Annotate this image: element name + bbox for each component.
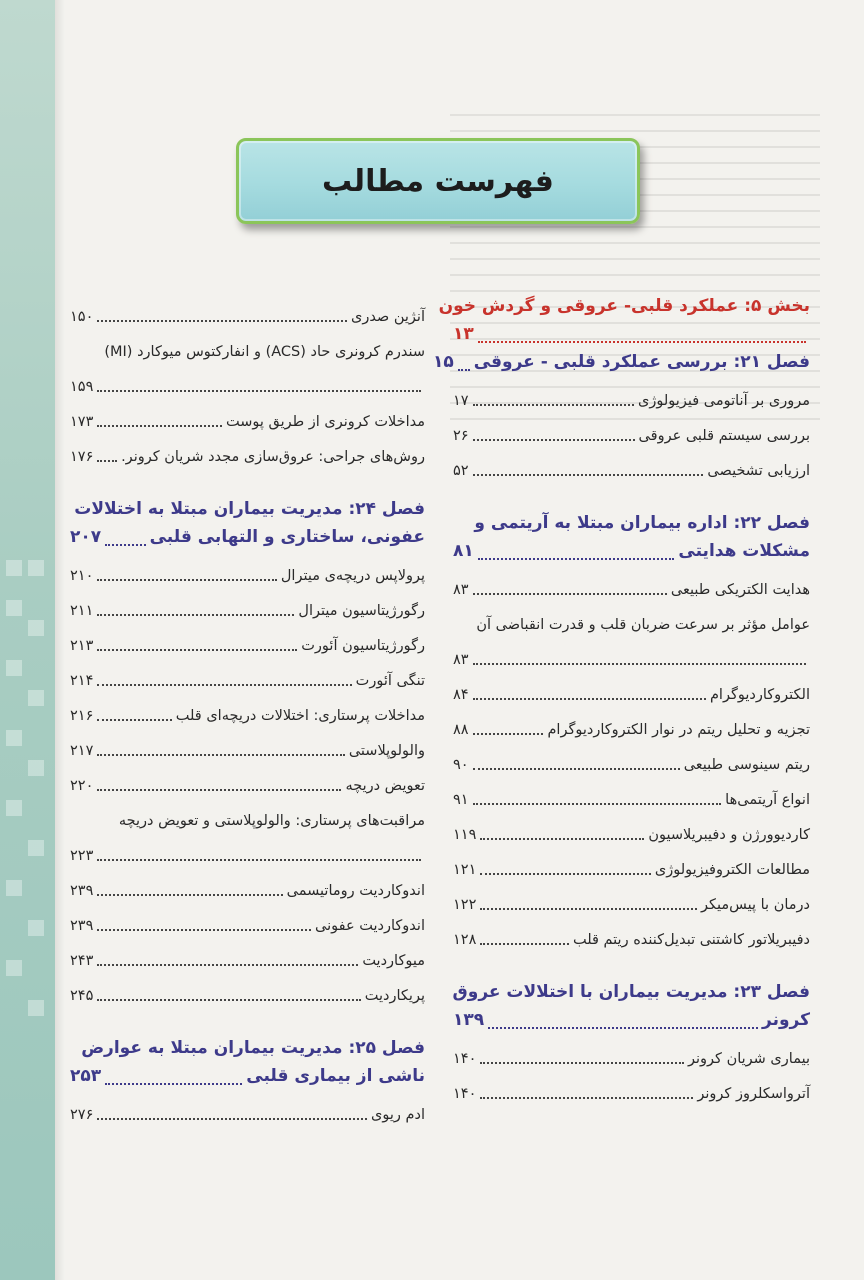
toc-entry-title: مشکلات هدایتی <box>678 541 810 562</box>
toc-entry <box>453 810 810 845</box>
dot-leader <box>473 439 635 441</box>
dot-leader <box>473 663 806 665</box>
toc-entry-title: آترواسکلروز کرونر <box>697 1086 810 1103</box>
toc-entry <box>70 761 425 796</box>
toc-entry-title: ریتم سینوسی طبیعی <box>683 757 810 774</box>
dot-leader <box>478 341 806 343</box>
dot-leader <box>97 789 341 791</box>
toc-entry-title: کاردیوورژن و دفیبریلاسیون <box>648 827 810 844</box>
dot-leader <box>97 460 117 462</box>
toc-entry <box>70 971 425 1006</box>
toc-entry-title: تجزیه و تحلیل ریتم در نوار الکتروکاردیوگرام <box>547 722 810 739</box>
dot-leader <box>97 859 421 861</box>
toc-column-left <box>70 292 425 1125</box>
toc-entry <box>453 705 810 740</box>
toc-entry <box>453 411 810 446</box>
toc-entry-title: فصل ۲۴: مدیریت بیماران مبتلا به اختلالات <box>74 499 425 519</box>
toc-entry-title: بررسی سیستم قلبی عروقی <box>638 428 810 445</box>
toc-entry <box>453 880 810 915</box>
toc-entry <box>453 446 810 481</box>
toc-page-number: ۹۰ <box>453 757 469 774</box>
dot-leader <box>97 390 421 392</box>
toc-page-number: ۲۴۵ <box>70 988 94 1005</box>
toc-entry <box>70 432 425 467</box>
dot-leader <box>97 1118 367 1120</box>
toc-entry <box>453 635 810 670</box>
toc-page-number: ۱۵۰ <box>70 309 94 326</box>
toc-page-number: ۲۷۶ <box>70 1107 94 1124</box>
toc-entry-title: فصل ۲۵: مدیریت بیماران مبتلا به عوارض <box>81 1038 425 1059</box>
toc-entry <box>70 327 425 362</box>
dot-leader <box>97 964 358 966</box>
toc-entry-title: سندرم کرونری حاد (ACS) و انفارکتوس میوکارد (MI) <box>104 344 425 361</box>
toc-page-number: ۸۳ <box>453 652 469 669</box>
toc-entry <box>70 691 425 726</box>
dot-leader <box>105 544 145 546</box>
dot-leader <box>480 838 644 840</box>
toc-entry-title: فصل ۲۳: مدیریت بیماران با اختلالات عروق <box>452 982 810 1003</box>
dot-leader <box>473 593 667 595</box>
toc-page-number: ۱۳۹ <box>453 1010 485 1031</box>
toc-entry <box>453 775 810 810</box>
toc-entry-title: هدایت الکتریکی طبیعی <box>670 582 810 599</box>
toc-entry <box>453 915 810 950</box>
toc-page-number: ۲۶ <box>453 428 469 445</box>
dot-leader <box>97 999 360 1001</box>
toc-page-number: ۲۲۰ <box>70 778 94 795</box>
toc-entry <box>70 726 425 761</box>
toc-entry <box>70 551 425 586</box>
toc-spacer <box>70 467 425 495</box>
toc-spacer <box>70 1006 425 1034</box>
toc-entry-title: ادم ریوی <box>371 1107 425 1124</box>
toc-entry-title: مروری بر آناتومی فیزیولوژی <box>638 393 810 410</box>
toc-chapter-entry <box>453 537 810 565</box>
toc-page-number: ۱۷ <box>453 393 469 410</box>
toc-entry-title: فصل ۲۱: بررسی عملکرد قلبی - عروقی <box>473 352 810 373</box>
toc-entry-title: اندوکاردیت روماتیسمی <box>286 883 425 900</box>
toc-entry <box>453 1069 810 1104</box>
toc-page-number: ۲۱۱ <box>70 603 94 620</box>
dot-leader <box>97 425 222 427</box>
dot-leader <box>473 733 544 735</box>
toc-spacer <box>453 481 810 509</box>
toc-page-number: ۱۵ <box>432 352 454 373</box>
toc-column-right <box>432 292 810 1104</box>
toc-entry-title: عفونی، ساختاری و التهابی قلبی <box>149 527 425 548</box>
toc-page-number: ۱۴۰ <box>453 1051 477 1068</box>
toc-entry-title: میوکاردیت <box>362 953 425 970</box>
toc-page-number: ۱۲۲ <box>453 897 477 914</box>
toc-page-number: ۲۱۷ <box>70 743 94 760</box>
toc-entry-title: فصل ۲۲: اداره بیماران مبتلا به آریتمی و <box>474 513 810 534</box>
toc-entry <box>70 621 425 656</box>
toc-page-number: ۲۲۳ <box>70 848 94 865</box>
dot-leader <box>97 929 311 931</box>
toc-entry <box>70 656 425 691</box>
toc-page-number: ۱۱۹ <box>453 827 477 844</box>
toc-entry-title: ارزیابی تشخیصی <box>707 463 810 480</box>
toc-entry-title: بخش ۵: عملکرد قلبی- عروقی و گردش خون <box>438 296 810 316</box>
toc-page-number: ۱۵۹ <box>70 379 94 396</box>
dot-leader <box>97 719 171 721</box>
toc-entry-title: مداخلات پرستاری: اختلالات دریچه‌ای قلب <box>175 708 425 725</box>
toc-chapter-entry <box>432 348 810 376</box>
toc-entry <box>70 866 425 901</box>
dot-leader <box>473 768 680 770</box>
toc-page-number: ۲۴۳ <box>70 953 94 970</box>
toc-page-number: ۱۴۰ <box>453 1086 477 1103</box>
toc-chapter-entry <box>70 495 425 523</box>
page-title: فهرست مطالب <box>322 163 554 199</box>
dot-leader <box>488 1027 758 1029</box>
toc-entry-title: کرونر <box>762 1010 810 1031</box>
dot-leader <box>97 614 294 616</box>
toc-entry-title: مداخلات کرونری از طریق پوست <box>225 414 425 431</box>
toc-entry-title: رگورژیتاسیون آئورت <box>301 638 425 655</box>
dot-leader <box>478 558 675 560</box>
dot-leader <box>480 1062 684 1064</box>
toc-entry-title: پریکاردیت <box>364 988 425 1005</box>
toc-entry <box>453 740 810 775</box>
toc-entry <box>70 397 425 432</box>
toc-entry <box>453 845 810 880</box>
dot-leader <box>458 369 470 371</box>
toc-chapter-entry <box>70 1034 425 1062</box>
toc-page-number: ۲۱۶ <box>70 708 94 725</box>
toc-page-number: ۱۷۳ <box>70 414 94 431</box>
toc-entry-title: عوامل مؤثر بر سرعت ضربان قلب و قدرت انقباضی آن <box>476 617 810 634</box>
toc-entry-title: ناشی از بیماری قلبی <box>246 1066 425 1087</box>
toc-page-number: ۱۲۸ <box>453 932 477 949</box>
dot-leader <box>473 474 704 476</box>
toc-entry-title: والولوپلاستی <box>348 743 425 760</box>
toc-chapter-entry <box>70 1062 425 1090</box>
toc-entry <box>70 1090 425 1125</box>
toc-page-number: ۸۳ <box>453 582 469 599</box>
toc-entry <box>70 901 425 936</box>
toc-entry-title: آنژین صدری <box>350 309 425 326</box>
toc-entry-title: رگورژیتاسیون میترال <box>298 603 425 620</box>
toc-page-number: ۹۱ <box>453 792 469 809</box>
dot-leader <box>97 754 344 756</box>
dot-leader <box>480 1097 693 1099</box>
toc-page-number: ۱۷۶ <box>70 449 94 466</box>
toc-spacer <box>453 950 810 978</box>
dot-leader <box>480 908 697 910</box>
toc-entry-title: اندوکاردیت عفونی <box>315 918 425 935</box>
toc-section-entry <box>438 292 810 320</box>
toc-entry-title: انواع آریتمی‌ها <box>725 792 810 809</box>
toc-chapter-entry <box>453 1006 810 1034</box>
title-banner <box>236 138 640 224</box>
toc-entry-title: پرولاپس دریچه‌ی میترال <box>280 568 425 585</box>
toc-page-number: ۲۱۳ <box>70 638 94 655</box>
toc-entry-title: مطالعات الکتروفیزیولوژی <box>654 862 810 879</box>
toc-page-number: ۸۸ <box>453 722 469 739</box>
toc-entry <box>70 831 425 866</box>
page-edge-shadow <box>55 0 65 1280</box>
toc-entry-title: تعویض دریچه <box>345 778 425 795</box>
toc-entry <box>70 362 425 397</box>
toc-entry <box>453 600 810 635</box>
dot-leader <box>480 873 651 875</box>
dot-leader <box>473 803 722 805</box>
toc-entry-title: بیماری شریان کرونر <box>688 1051 810 1068</box>
dot-leader <box>105 1083 242 1085</box>
toc-entry-title: درمان با پیس‌میکر <box>700 897 810 914</box>
dot-leader <box>97 894 282 896</box>
toc-page-number: ۲۳۹ <box>70 883 94 900</box>
toc-entry-title: دفیبریلاتور کاشتنی تبدیل‌کننده ریتم قلب <box>572 932 810 949</box>
toc-entry <box>453 1034 810 1069</box>
dot-leader <box>97 649 297 651</box>
toc-section-entry <box>453 320 810 348</box>
toc-entry <box>453 376 810 411</box>
toc-entry <box>70 292 425 327</box>
dot-leader <box>480 943 569 945</box>
toc-page-number: ۲۱۰ <box>70 568 94 585</box>
toc-chapter-entry <box>70 523 425 551</box>
toc-page-number: ۲۵۳ <box>70 1066 102 1087</box>
toc-page-number: ۲۰۷ <box>70 527 102 548</box>
toc-page-number: ۱۳ <box>453 324 474 345</box>
toc-entry <box>70 796 425 831</box>
toc-entry <box>70 936 425 971</box>
dot-leader <box>473 698 706 700</box>
toc-entry-title: الکتروکاردیوگرام <box>709 687 810 704</box>
toc-chapter-entry <box>453 509 810 537</box>
dot-leader <box>97 684 351 686</box>
decorative-side-band <box>0 0 55 1280</box>
toc-page-number: ۲۱۴ <box>70 673 94 690</box>
dot-leader <box>473 404 634 406</box>
dot-leader <box>97 320 347 322</box>
toc-entry-title: تنگی آئورت <box>355 673 425 690</box>
toc-page-number: ۱۲۱ <box>453 862 477 879</box>
toc-page-number: ۵۲ <box>453 463 469 480</box>
dot-leader <box>97 579 277 581</box>
toc-page-number: ۸۴ <box>453 687 469 704</box>
toc-entry-title: مراقبت‌های پرستاری: والولوپلاستی و تعویض دریچه <box>118 813 425 830</box>
toc-page-number: ۲۳۹ <box>70 918 94 935</box>
toc-chapter-entry <box>453 978 810 1006</box>
toc-entry <box>453 670 810 705</box>
toc-entry-title: روش‌های جراحی: عروق‌سازی مجدد شریان کرونر. <box>121 449 425 466</box>
toc-entry <box>453 565 810 600</box>
toc-page-number: ۸۱ <box>453 541 474 562</box>
toc-entry <box>70 586 425 621</box>
